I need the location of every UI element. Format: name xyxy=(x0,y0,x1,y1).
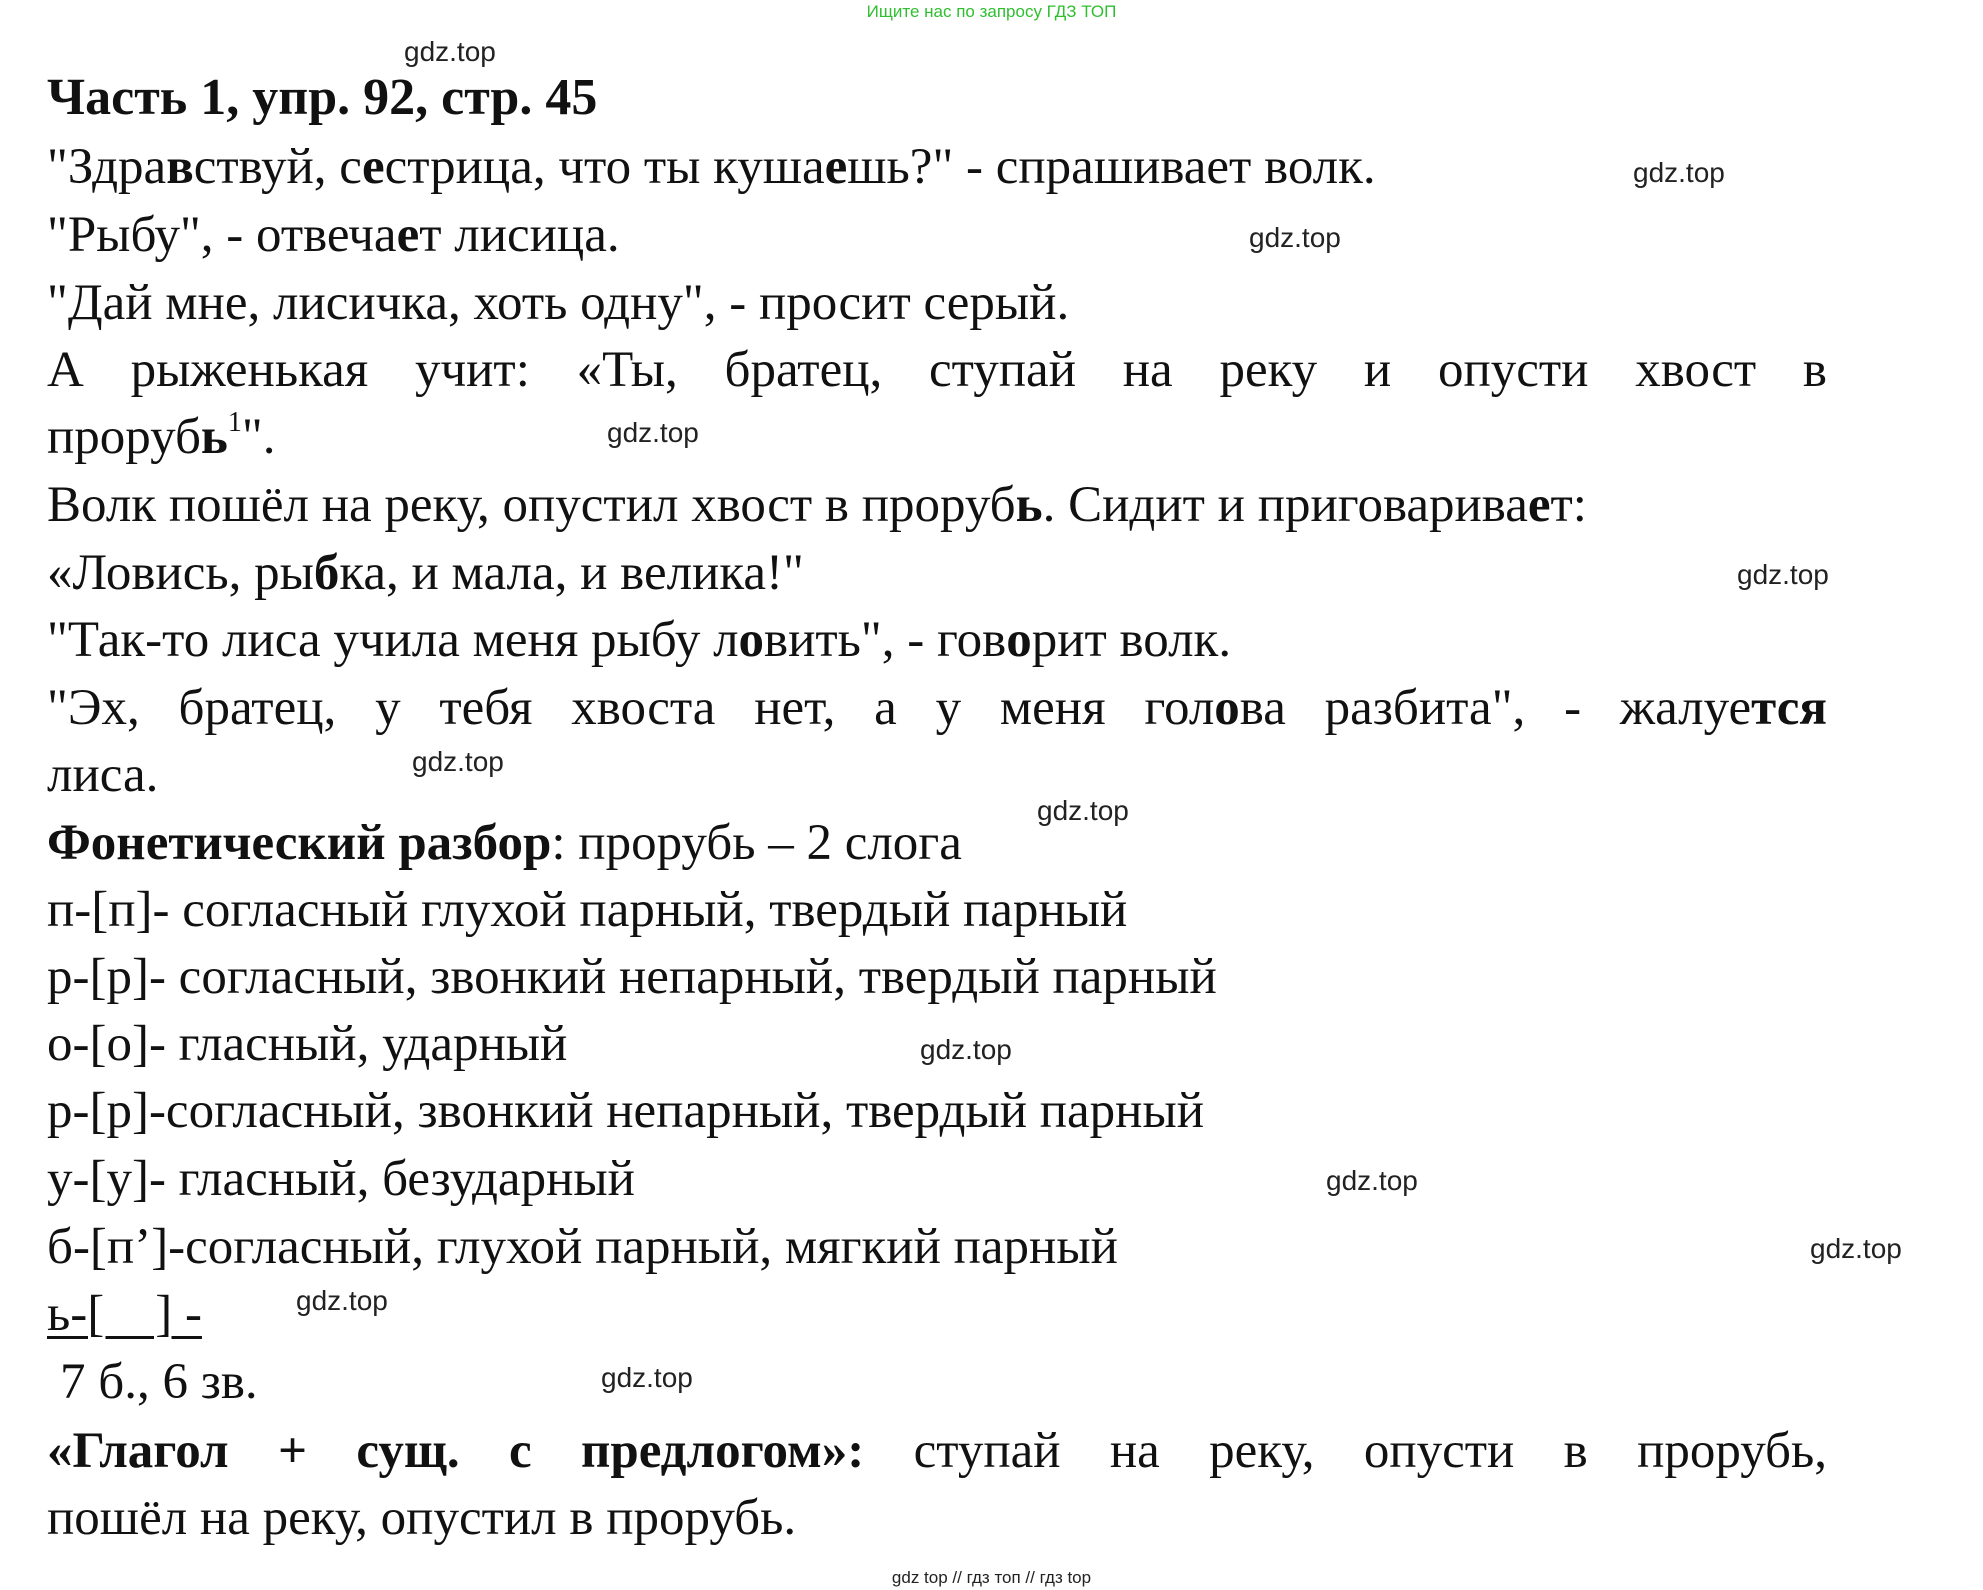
story-line-9: "Эх, братец, у тебя хвоста нет, а у меня голова разбита", - жалуется xyxy=(47,680,1827,736)
phonetic-summary: 7 б., 6 зв. xyxy=(60,1354,258,1410)
page-title: Часть 1, упр. 92, стр. 45 xyxy=(47,69,598,126)
watermark: gdz.top xyxy=(1326,1165,1418,1196)
watermark: gdz.top xyxy=(1633,157,1725,188)
watermark: gdz.top xyxy=(1737,559,1829,590)
grammar-line-2: пошёл на реку, опустил в прорубь. xyxy=(47,1490,797,1546)
phonetic-row: р-[р]- согласный, звонкий непарный, твердый парный xyxy=(47,949,1217,1005)
watermark: gdz.top xyxy=(404,36,496,67)
bottom-banner: gdz top // гдз топ // гдз top xyxy=(891,1568,1092,1587)
phonetic-heading-line: Фонетический разбор: прорубь – 2 слога xyxy=(47,815,962,871)
story-line-4: А рыженькая учит: «Ты, братец, ступай на реку и опусти хвост в xyxy=(47,342,1827,398)
watermark: gdz.top xyxy=(296,1285,388,1316)
watermark: gdz.top xyxy=(1810,1233,1902,1264)
phonetic-row: у-[у]- гласный, безударный xyxy=(47,1151,635,1207)
grammar-heading: «Глагол + сущ. с предлогом»: xyxy=(47,1423,865,1479)
phonetic-row: п-[п]- согласный глухой парный, твердый парный xyxy=(47,882,1128,938)
story-line-1: "Здравствуй, сестрица, что ты кушаешь?" - спрашивает волк. xyxy=(47,139,1376,195)
watermark: gdz.top xyxy=(607,417,699,448)
watermark: gdz.top xyxy=(1037,795,1129,826)
phonetic-row: б-[п’]-согласный, глухой парный, мягкий парный xyxy=(47,1219,1118,1275)
phonetic-row: ь-[ ] - xyxy=(47,1286,202,1342)
phonetic-row: р-[р]-согласный, звонкий непарный, твердый парный xyxy=(47,1083,1205,1139)
story-line-8: "Так-то лиса учила меня рыбу ловить", - говорит волк. xyxy=(47,612,1232,668)
story-line-10: лиса. xyxy=(47,747,159,803)
phonetic-heading: Фонетический разбор xyxy=(47,815,552,871)
story-line-2: "Рыбу", - отвечает лисица. xyxy=(47,207,620,263)
story-line-6: Волк пошёл на реку, опустил хвост в прорубь. Сидит и приговаривает: xyxy=(47,477,1587,533)
watermark: gdz.top xyxy=(1249,222,1341,253)
watermark: gdz.top xyxy=(920,1034,1012,1065)
watermark: gdz.top xyxy=(412,746,504,777)
top-banner: Ищите нас по запросу ГДЗ ТОП xyxy=(866,2,1117,21)
story-line-5: прорубь$^1$". xyxy=(47,407,276,465)
watermark: gdz.top xyxy=(601,1362,693,1393)
story-line-3: "Дай мне, лисичка, хоть одну", - просит серый. xyxy=(47,275,1070,331)
grammar-line-1: «Глагол + сущ. с предлогом»: ступай на реку, опусти в прорубь, xyxy=(47,1423,1827,1479)
story-line-7: «Ловись, рыбка, и мала, и велика!" xyxy=(47,545,804,601)
phonetic-row: о-[о]- гласный, ударный xyxy=(47,1016,568,1072)
